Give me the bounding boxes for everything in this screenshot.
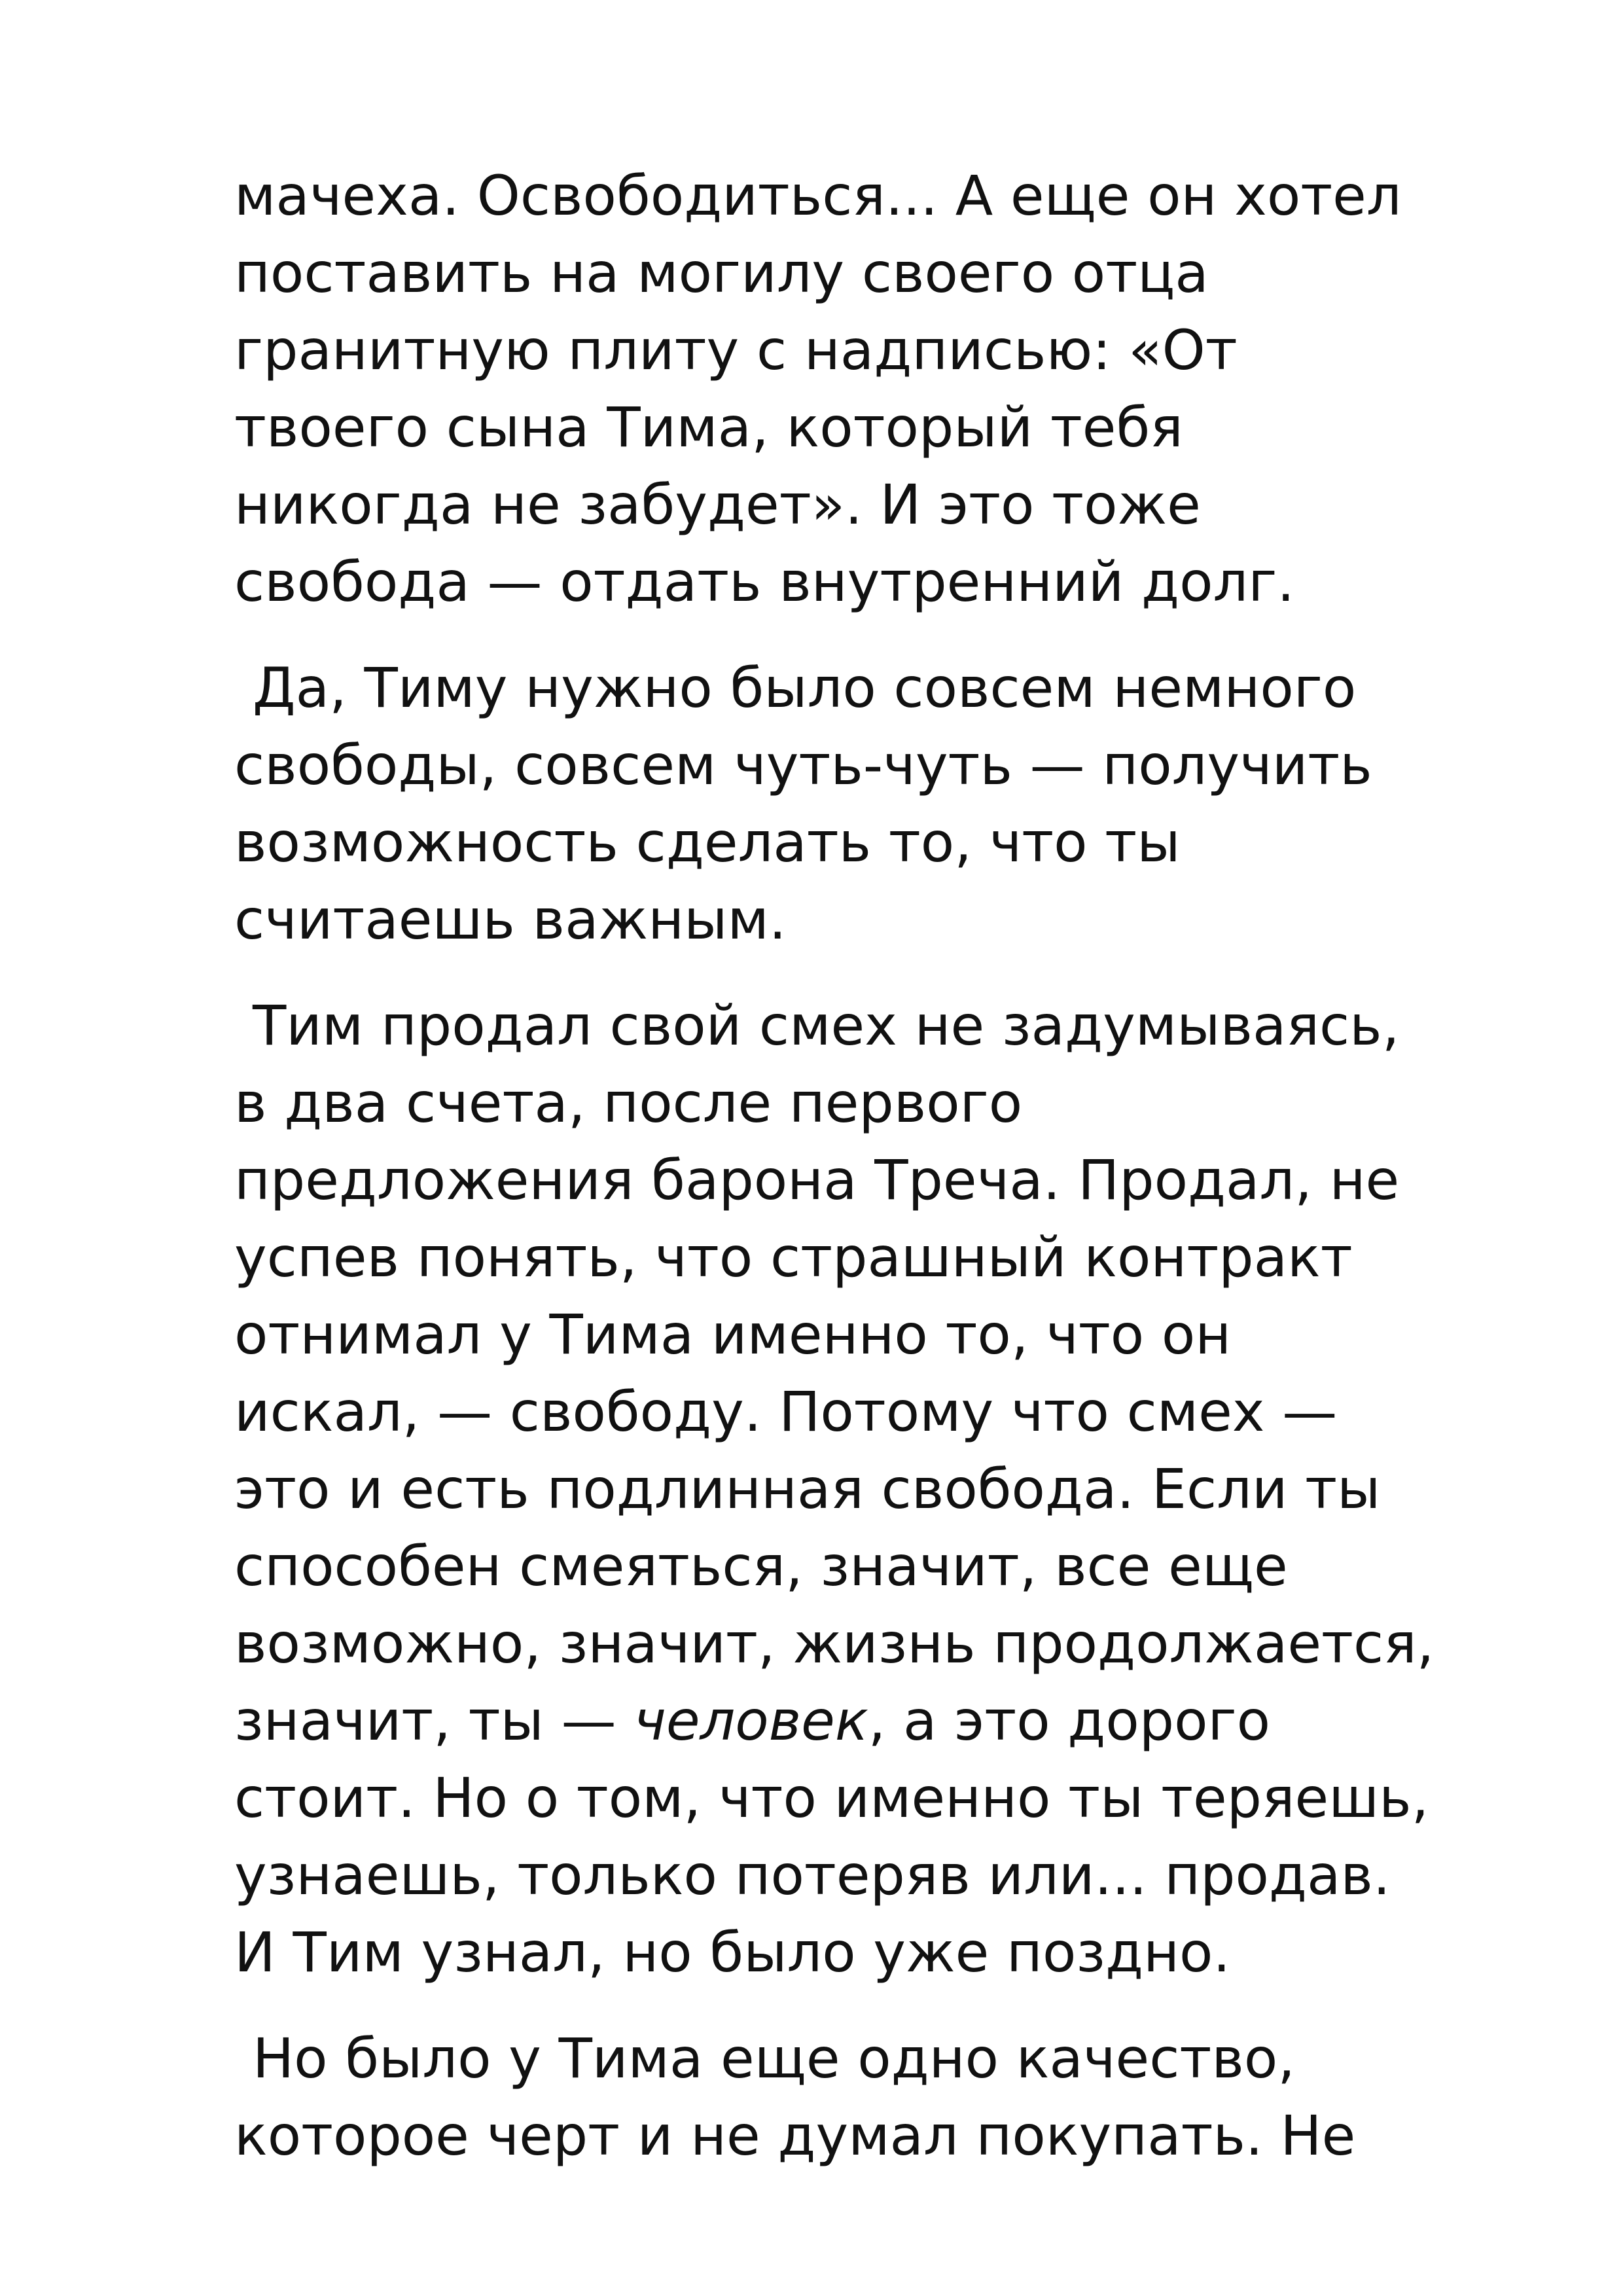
text-line: твоего сына Тима, который тебя (234, 395, 1183, 459)
paragraph-3 (234, 987, 1543, 1991)
text-line: возможно, значит, жизнь продолжается, (234, 1611, 1435, 1676)
text-fragment: , а это дорого (868, 1689, 1271, 1753)
text-line: это и есть подлинная свобода. Если ты (234, 1457, 1381, 1521)
text-line: стоит. Но о том, что именно ты теряешь, (234, 1766, 1429, 1830)
text-line: Да, Тиму нужно было совсем немного (253, 656, 1357, 720)
text-line: отнимал у Тима именно то, что он (234, 1302, 1232, 1367)
italic-word: человек (633, 1689, 868, 1753)
text-line: способен смеяться, значит, все еще (234, 1534, 1288, 1598)
text-line: в два счета, после первого (234, 1071, 1023, 1135)
text-line: возможность сделать то, что ты (234, 810, 1181, 874)
text-line: свободы, совсем чуть-чуть — получить (234, 733, 1372, 797)
paragraph-1 (234, 157, 1543, 620)
text-line: узнаешь, только потеряв или... продав. (234, 1843, 1391, 1907)
paragraph-2 (234, 649, 1543, 958)
text-line: Тим продал свой смех не задумываясь, (253, 994, 1400, 1058)
text-line: поставить на могилу своего отца (234, 241, 1209, 305)
text-line-with-emphasis (234, 1682, 1543, 1759)
text-line: успев понять, что страшный контракт (234, 1225, 1353, 1289)
text-fragment: значит, ты — (234, 1689, 634, 1753)
text-line: считаешь важным. (234, 888, 787, 952)
text-line: искал, — свободу. Потому что смех — (234, 1380, 1338, 1444)
text-line: свобода — отдать внутренний долг. (234, 550, 1295, 614)
text-line: которое черт и не думал покупать. Не (234, 2104, 1356, 2168)
text-line: предложения барона Треча. Продал, не (234, 1148, 1400, 1212)
text-line: гранитную плиту с надписью: «От (234, 318, 1238, 382)
page-text (234, 157, 1543, 2203)
text-line: мачеха. Освободиться... А еще он хотел (234, 164, 1402, 228)
text-line: Но было у Тима еще одно качество, (253, 2026, 1295, 2090)
paragraph-4 (234, 2020, 1543, 2174)
text-line: никогда не забудет». И это тоже (234, 473, 1201, 537)
text-line: И Тим узнал, но было уже поздно. (234, 1920, 1231, 1984)
